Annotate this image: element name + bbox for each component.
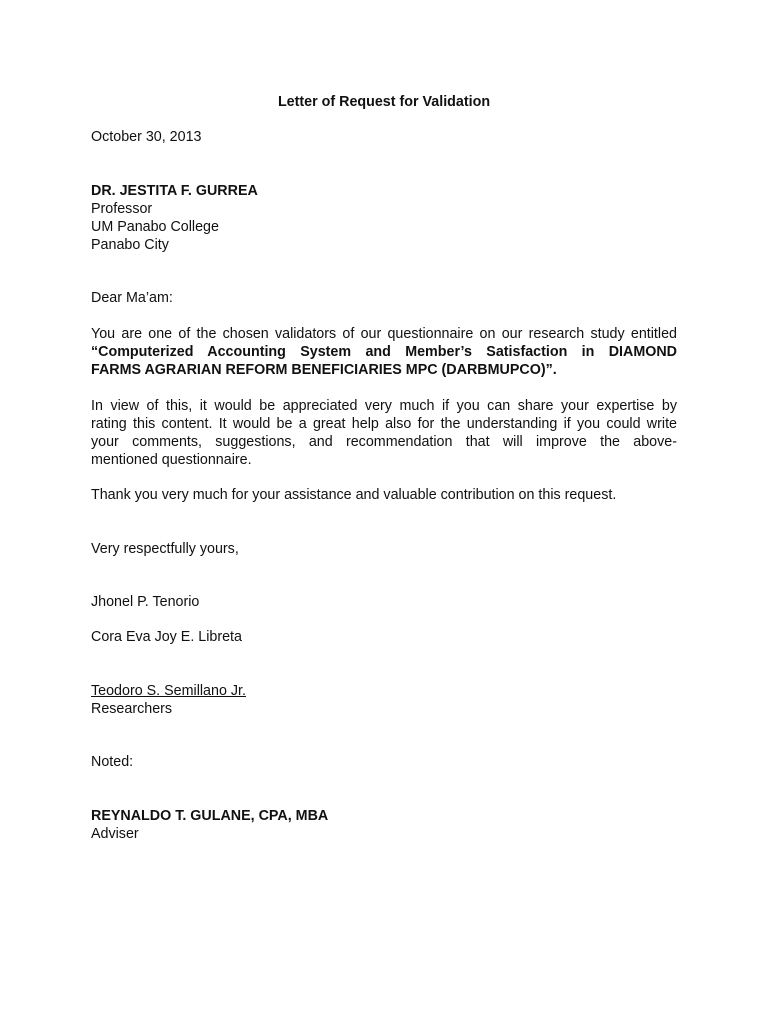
signatory-name: Jhonel P. Tenorio [91, 594, 200, 610]
paragraph-expertise [91, 397, 677, 469]
study-title-line: FARMS AGRARIAN REFORM BENEFICIARIES MPC (DARBMUPCO)”. [91, 362, 557, 378]
letter-page [91, 0, 677, 1024]
closing: Very respectfully yours, [91, 541, 239, 557]
signatories-role: Researchers [91, 701, 173, 717]
adviser-name: REYNALDO T. GULANE, CPA, MBA [91, 808, 329, 824]
letter-title: Letter of Request for Validation [277, 94, 491, 110]
noted-label: Noted: [91, 754, 134, 770]
paragraph-expertise-line: mentioned questionnaire. [91, 452, 252, 468]
addressee-position: Professor [91, 201, 153, 217]
addressee-institution: UM Panabo College [91, 219, 219, 235]
salutation: Dear Ma’am: [91, 290, 173, 306]
adviser-block [91, 807, 677, 843]
addressee-name: DR. JESTITA F. GURREA [91, 183, 258, 199]
addressee-block [91, 182, 677, 254]
paragraph-expertise-line: your comments, suggestions, and recommendation that will improve the above- [91, 434, 677, 450]
paragraph-thanks: Thank you very much for your assistance and valuable contribution on this request. [91, 487, 617, 503]
addressee-city: Panabo City [91, 237, 169, 253]
paragraph-request [91, 325, 677, 379]
signatory-block [91, 682, 677, 718]
paragraph-expertise-line: In view of this, it would be appreciated very much if you can share your expertise by [91, 398, 677, 414]
paragraph-expertise-line: rating this content. It would be a great help also for the understanding if you could write [91, 416, 677, 432]
signatory-name: Cora Eva Joy E. Libreta [91, 629, 242, 645]
study-title-line: “Computerized Accounting System and Member’s Satisfaction in DIAMOND [91, 344, 677, 360]
signatory-name: Teodoro S. Semillano Jr. [91, 683, 246, 699]
paragraph-request-line: You are one of the chosen validators of our questionnaire on our research study entitled [91, 326, 677, 342]
adviser-role: Adviser [91, 826, 139, 842]
letter-date: October 30, 2013 [91, 129, 202, 145]
